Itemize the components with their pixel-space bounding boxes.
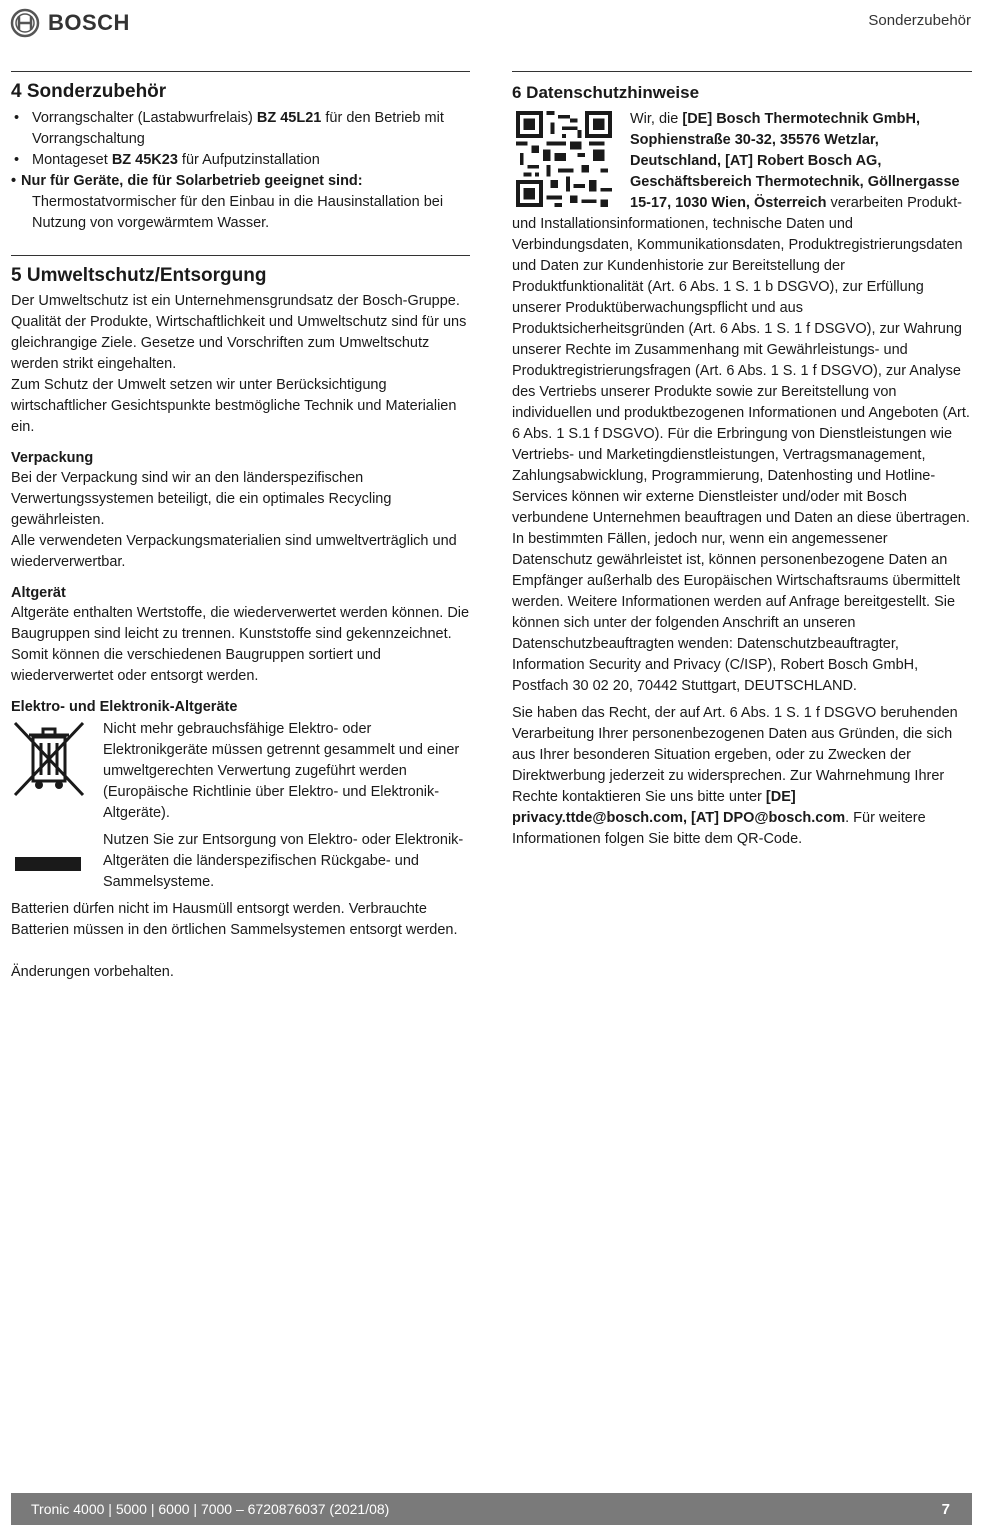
paragraph: Batterien dürfen nicht im Hausmüll entsorgt werden. Verbrauchte Batterien müssen in den örtlichen Sammelsystemen entsorgt werden.	[11, 901, 458, 938]
subheading-elektro: Elektro- und Elektronik-Altgeräte	[11, 699, 238, 715]
black-bar-icon	[11, 830, 93, 893]
privacy-intro: Wir, die [DE] Bosch Thermotechnik GmbH, Sophienstraße 30-32, 35576 Wetzlar, Deutschland, [AT] Robert Bosch AG, Geschäftsbereich Thermotechnik, Göllnergasse 15-17, 1030 Wien, Österreich verarbeiten Produkt- und Installationsinformationen, technische Daten und Verbindungsdaten, Kommunikationsdaten, Produktregistrierungsdaten und Daten zur Kundenhistorie zur Bereitstellung der Produktfunktionalität (Art. 6 Abs. 1 S. 1 b DSGVO), zur Erfüllung unserer Produktüberwachungspflicht und aus Produktsicherheitsgründen (Art. 6 Abs. 1 S. 1 f DSGVO), zur Wahrung unserer Rechte im Zusammenhang mit Gewährleistungs- und Produktregistrierungsfragen (Art. 6 Abs. 1 S. 1 f DSGVO), zur Analyse des Vertriebs unserer Produkte sowie zur Bereitstellung von individuellen und produktbezogenen Informationen und Angeboten (Art. 6 Abs. 1 S.1 f DSGVO). Für die Erbringung von Dienstleistungen wie Vertriebs- und Marketingdienstleistungen, Vertragsmanagement, Zahlungsabwicklung, Programmierung, Datenhosting und Hotline-Services können wir externe Dienstleister und/oder mit Bosch verbundene Unternehmen beauftragen und Daten an diese übertragen. In bestimmten Fällen, jedoch nur, wenn ein angemessener Datenschutz gewährleistet ist, können personenbezogene Daten an Empfänger außerhalb des Europäischen Wirtschaftsraums übermittelt werden. Weitere Informationen werden auf Anfrage bereitgestellt. Sie können sich unter der folgenden Anschrift an unseren Datenschutzbeauftragten wenden: Datenschutzbeauftragter, Information Security and Privacy (C/ISP), Robert Bosch GmbH, Postfach 30 02 20, 70442 Stuttgart, DEUTSCHLAND.	[512, 111, 970, 694]
paragraph: Altgeräte enthalten Wertstoffe, die wiederverwertet werden können. Die Baugruppen sind leicht zu trennen. Kunststoffe sind gekennzeichnet. Somit können die verschiedenen Baugruppen sortiert und wiederverwertet oder entsorgt werden.	[11, 605, 470, 684]
left-column	[11, 71, 470, 983]
section-rule	[11, 255, 470, 256]
privacy-email[interactable]: [DE] privacy.ttde@bosch.com, [AT] DPO@bosch.com	[512, 789, 846, 826]
paragraph: Nicht mehr gebrauchsfähige Elektro- oder Elektronikgeräte müssen getrennt gesammelt und einer umweltgerechten Verwertung zugeführt werden (Europäische Richtlinie über Elektro- und Elektronik-Altgeräte).	[103, 721, 460, 821]
paragraph: Zum Schutz der Umwelt setzen wir unter Berücksichtigung wirtschaftlicher Gesichtspunkte bestmögliche Technik und Materialien ein.	[11, 377, 457, 435]
paragraph: Nutzen Sie zur Entsorgung von Elektro- oder Elektronik-Altgeräten die länderspezifischen Rückgabe- und Sammelsysteme.	[103, 832, 464, 890]
changes-reserved: Änderungen vorbehalten.	[11, 964, 174, 980]
subheading-altgeraet: Altgerät	[11, 585, 66, 601]
crossed-bin-icon	[11, 719, 93, 824]
subheading-verpackung: Verpackung	[11, 450, 94, 466]
list-item-solar: • Nur für Geräte, die für Solarbetrieb geeignet sind:	[11, 171, 470, 192]
right-column	[512, 71, 972, 850]
privacy-block	[512, 109, 972, 850]
list-item: • Vorrangschalter (Lastabwurfrelais) BZ 45L21 für den Betrieb mit Vorrangschaltung	[11, 108, 470, 150]
weee-block	[11, 719, 470, 824]
weee-bar-block	[11, 830, 470, 893]
header-section-title: Sonderzubehör	[868, 12, 971, 29]
footer-doc-id: Tronic 4000 | 5000 | 6000 | 7000 – 6720876037 (2021/08)	[31, 1501, 390, 1517]
footer-bar	[11, 1493, 972, 1525]
section-5-title: 5 Umweltschutz/Entsorgung	[11, 265, 267, 286]
qr-code-icon	[516, 111, 612, 207]
page-number: 7	[941, 1500, 950, 1518]
section-rule	[11, 71, 470, 72]
section-4-title: 4 Sonderzubehör	[11, 81, 167, 102]
accessory-list	[11, 108, 470, 192]
brand-name: BOSCH	[48, 10, 130, 35]
section-5	[11, 255, 470, 983]
bosch-armature-icon	[10, 8, 40, 38]
paragraph: Alle verwendeten Verpackungsmaterialien sind umweltverträglich und wiederverwertbar.	[11, 533, 457, 570]
section-rule	[512, 71, 972, 72]
section-6-title: 6 Datenschutzhinweise	[512, 83, 700, 102]
paragraph: Der Umweltschutz ist ein Unternehmensgrundsatz der Bosch-Gruppe. Qualität der Produkte, Wirtschaftlichkeit und Umweltschutz sind für uns gleichrangige Ziele. Gesetze und Vorschriften zum Umweltschutz werden strikt eingehalten.	[11, 293, 467, 372]
paragraph: Bei der Verpackung sind wir an den länderspezifischen Verwertungssystemen beteiligt, die ein optimales Recycling gewährleisten.	[11, 470, 392, 528]
brand-logo	[10, 8, 130, 38]
solar-text: Thermostatvormischer für den Einbau in die Hausinstallation bei Nutzung von vorgewärmtem Wasser.	[32, 194, 444, 231]
list-item: • Montageset BZ 45K23 für Aufputzinstallation	[11, 150, 470, 171]
privacy-rights: Sie haben das Recht, der auf Art. 6 Abs. 1 S. 1 f DSGVO beruhenden Verarbeitung Ihrer personenbezogenen Daten aus Gründen, die sich aus Ihrer besonderen Situation ergeben, oder zu Zwecken der Direktwerbung jederzeit zu widersprechen. Zur Wahrnehmung Ihrer Rechte kontaktieren Sie uns bitte unter [DE] privacy.ttde@bosch.com, [AT] DPO@bosch.com. Für weitere Informationen folgen Sie bitte dem QR-Code.	[512, 705, 958, 847]
